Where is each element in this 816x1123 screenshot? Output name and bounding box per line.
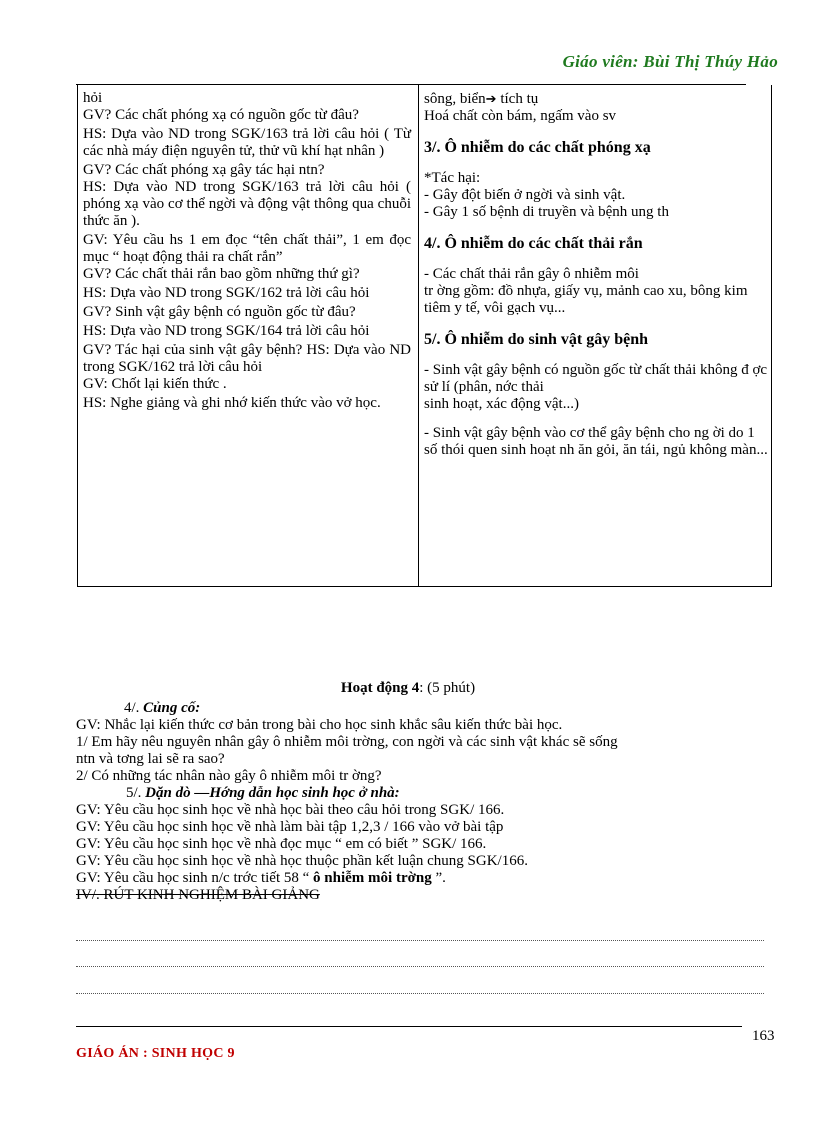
text-line: GV: Yêu cầu học sinh học về nhà học bài theo câu hỏi trong SGK/ 166. — [76, 802, 505, 818]
activity-line: hỏi — [83, 90, 103, 106]
activity-line: GV: Chốt lại kiến thức . — [83, 376, 227, 392]
content-line: - Các chất thải rắn gây ô nhiễm môi — [424, 266, 639, 282]
dotted-line — [76, 993, 764, 994]
section-heading-pathogens: 5/. Ô nhiễm do sinh vật gây bệnh — [424, 331, 649, 348]
content-line: - Gây đột biến ở ngời và sinh vật. — [424, 187, 626, 203]
section-heading-solid-waste: 4/. Ô nhiễm do các chất thải rắn — [424, 235, 643, 252]
text-line: GV: Yêu cầu học sinh học về nhà học thuộc phần kết luận chung SGK/166. — [76, 853, 528, 869]
text-line: ntn và tơng lai sẽ ra sao? — [76, 751, 225, 767]
arrow-right-icon: ➔ — [485, 91, 497, 106]
content-column — [424, 90, 770, 459]
content-line: - Sinh vật gây bệnh có nguồn gốc từ chất thải không đ ợc sử lí (phân, nớc thải — [424, 362, 768, 395]
content-line — [424, 90, 770, 108]
content-line: - Sinh vật gây bệnh vào cơ thể gây bệnh cho ng ời do 1 số thói quen sinh hoạt nh ăn gỏi, ăn tái, ngủ không màn... — [424, 425, 768, 458]
section-heading-lesson-review: IV/. RÚT KINH NGHIỆM BÀI GIẢNG — [76, 887, 320, 903]
subheading-number: 4/. — [124, 700, 144, 716]
activity-line: GV? Sinh vật gây bệnh có nguồn gốc từ đâu? — [83, 304, 356, 320]
text-part: GV: Yêu cầu học sinh n/c trớc tiết 58 “ — [76, 870, 314, 886]
activity-line: HS: Dựa vào ND trong SGK/163 trả lời câu hỏi ( Từ các nhà máy điện nguyên tử, thử vũ khí hạt nhân ) — [83, 126, 411, 159]
text-line: GV: Yêu cầu học sinh học về nhà làm bài tập 1,2,3 / 166 vào vở bài tập — [76, 819, 504, 835]
activity-line: HS: Dựa vào ND trong SGK/162 trả lời câu hỏi — [83, 285, 370, 301]
table-column-divider — [418, 85, 419, 587]
subheading-consolidation — [76, 700, 776, 717]
text-line: 2/ Có những tác nhân nào gây ô nhiễm môi tr ờng? — [76, 768, 382, 784]
content-line: *Tác hại: — [424, 170, 481, 186]
activity-line: GV: Yêu cầu hs 1 em đọc “tên chất thải”, 1 em đọc mục “ hoạt động thải ra chất rắn” — [83, 232, 411, 265]
subheading-text: Củng cố: — [143, 700, 201, 716]
text-line: GV: Nhắc lại kiến thức cơ bản trong bài cho học sinh khắc sâu kiến thức bài học. — [76, 717, 563, 733]
dotted-line — [76, 966, 764, 967]
text-part: ”. — [431, 870, 446, 886]
content-line: Hoá chất còn bám, ngấm vào sv — [424, 108, 617, 124]
activity-title — [0, 680, 816, 697]
activity-line: HS: Dựa vào ND trong SGK/164 trả lời câu hỏi — [83, 323, 370, 339]
content-text: tích tụ — [496, 91, 539, 107]
footer-rule — [76, 1026, 742, 1027]
activity-line: HS: Nghe giảng và ghi nhớ kiến thức vào vở học. — [83, 395, 381, 411]
content-text: sông, biển — [424, 91, 486, 107]
subheading-text: Dặn dò —Hớng dẫn học sinh học ở nhà: — [145, 785, 400, 801]
text-line: 1/ Em hãy nêu nguyên nhân gây ô nhiễm môi trờng, con ngời và các sinh vật khác sẽ sống — [76, 734, 618, 750]
content-line: sinh hoạt, xác động vật...) — [424, 396, 579, 412]
content-line: tr ờng gồm: đồ nhựa, giấy vụ, mảnh cao xu, bông kim tiêm y tế, vôi gạch vụ... — [424, 283, 748, 316]
subheading-number: 5/. — [126, 785, 146, 801]
content-line: - Gây 1 số bệnh di truyền và bệnh ung th — [424, 204, 669, 220]
activity-title-bold: Hoạt động 4 — [340, 680, 420, 696]
activity-line: HS: Dựa vào ND trong SGK/163 trả lời câu hỏi ( phóng xạ vào cơ thể ngời và động vật thông qua chuỗi thức ăn ). — [83, 179, 411, 229]
section-heading-radioactive: 3/. Ô nhiễm do các chất phóng xạ — [424, 139, 651, 156]
activity-line: GV? Tác hại của sinh vật gây bệnh? HS: Dựa vào ND trong SGK/162 trả lời câu hỏi — [83, 342, 411, 375]
activity-line: GV? Các chất phóng xạ có nguồn gốc từ đâu? — [83, 107, 359, 123]
teacher-student-activities-column — [83, 90, 411, 412]
dotted-line — [76, 940, 764, 941]
consolidation-section — [76, 700, 776, 904]
text-line — [76, 870, 776, 887]
activity-title-time: : (5 phút) — [419, 680, 476, 696]
subheading-homework — [76, 785, 776, 802]
text-part-bold: ô nhiễm môi trờng — [313, 870, 432, 886]
teacher-name: Giáo viên: Bùi Thị Thúy Hảo — [562, 52, 778, 71]
page-number: 163 — [752, 1028, 775, 1044]
activity-line: GV? Các chất phóng xạ gây tác hại ntn? — [83, 162, 325, 178]
activity-line: GV? Các chất thải rắn bao gồm những thứ gì? — [83, 266, 360, 282]
text-line: GV: Yêu cầu học sinh học về nhà đọc mục “ em có biết ” SGK/ 166. — [76, 836, 487, 852]
footer-title: GIÁO ÁN : SINH HỌC 9 — [76, 1046, 235, 1061]
